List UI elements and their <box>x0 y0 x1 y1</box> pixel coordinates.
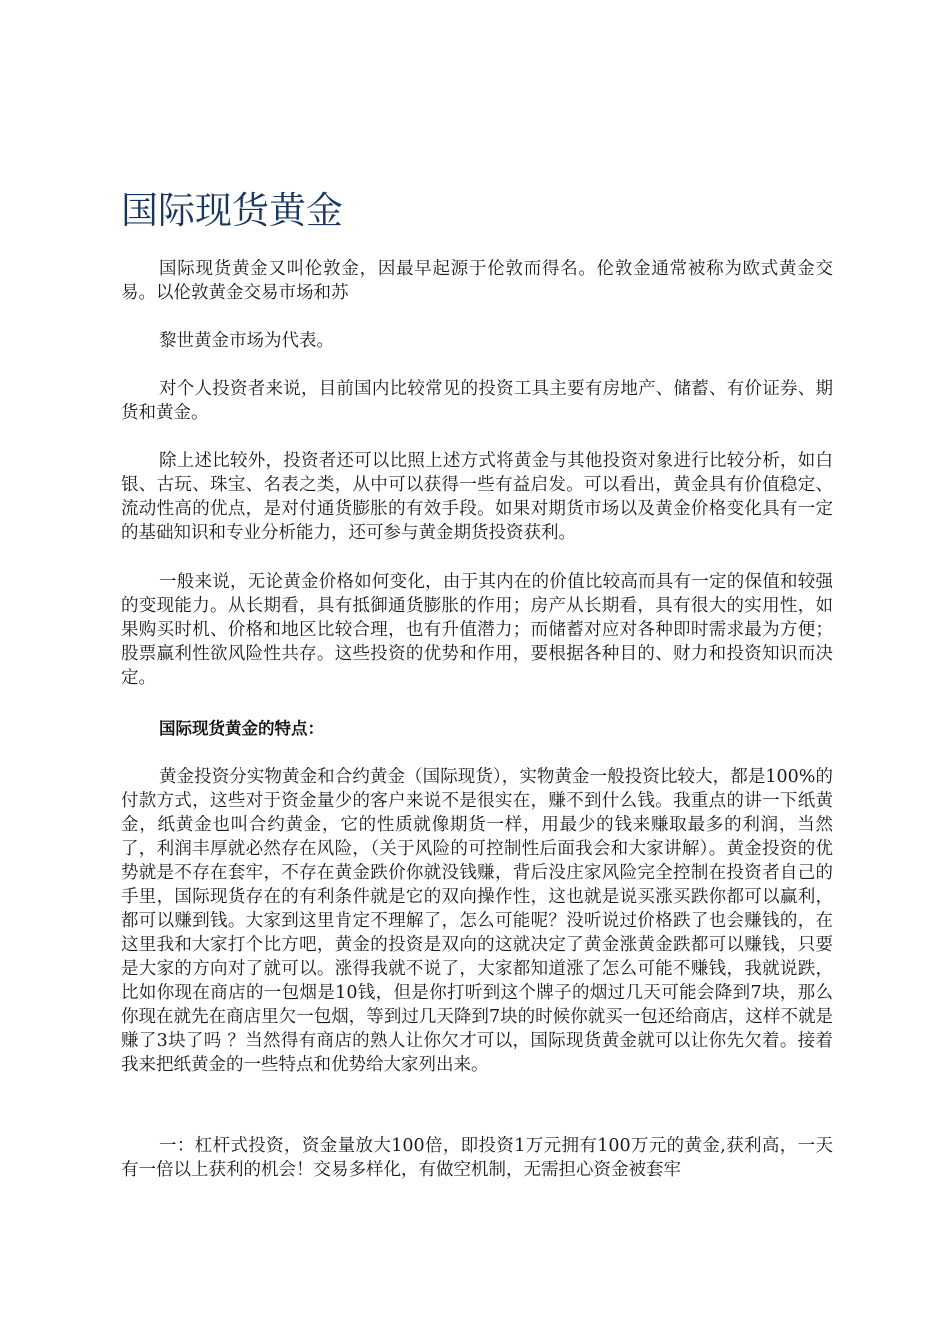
subheading-block <box>121 717 833 741</box>
paragraph: 国际现货黄金又叫伦敦金，因最早起源于伦敦而得名。伦敦金通常被称为欧式黄金交易。以伦敦黄金交易市场和苏 <box>121 259 833 303</box>
paragraph-1-block <box>121 257 833 305</box>
paragraph: 除上述比较外，投资者还可以比照上述方式将黄金与其他投资对象进行比较分析，如白银、古玩、珠宝、名表之类，从中可以获得一些有益启发。可以看出，黄金具有价值稳定、流动性高的优点，是对付通货膨胀的有效手段。如果对期货市场以及黄金价格变化具有一定的基础知识和专业分析能力，还可参与黄金期货投资获利。 <box>121 451 833 543</box>
paragraph: 黄金投资分实物黄金和合约黄金（国际现货），实物黄金一般投资比较大，都是100%的付款方式，这些对于资金量少的客户来说不是很实在，赚不到什么钱。我重点的讲一下纸黄金，纸黄金也叫合约黄金，它的性质就像期货一样，用最少的钱来赚取最多的利润，当然了，利润丰厚就必然存在风险，（关于风险的可控制性后面我会和大家讲解）。黄金投资的优势就是不存在套牢，不存在黄金跌价你就没钱赚，背后没庄家风险完全控制在投资者自己的手里，国际现货存在的有利条件就是它的双向操作性，这也就是说买涨买跌你都可以赢利，都可以赚到钱。大家到这里肯定不理解了，怎么可能呢？没听说过价格跌了也会赚钱的，在这里我和大家打个比方吧，黄金的投资是双向的这就决定了黄金涨黄金跌都可以赚钱，只要是大家的方向对了就可以。涨得我就不说了，大家都知道涨了怎么可能不赚钱，我就说跌，比如你现在商店的一包烟是10钱，但是你打听到这个牌子的烟过几天可能会降到7块，那么你现在就先在商店里欠一包烟，等到过几天降到7块的时候你就买一包还给商店，这样不就是赚了3块了吗 ？当然得有商店的熟人让你欠才可以，国际现货黄金就可以让你先欠着。接着我来把纸黄金的一些特点和优势给大家列出来。 <box>121 767 833 1075</box>
paragraph-4-block <box>121 449 833 545</box>
section-subheading: 国际现货黄金的特点： <box>159 719 324 738</box>
paragraph-3-block <box>121 377 833 425</box>
page-title: 国际现货黄金 <box>121 189 343 232</box>
paragraph-7-block <box>121 1134 833 1182</box>
paragraph-6-block <box>121 765 833 1077</box>
paragraph-2-block <box>121 329 833 353</box>
paragraph: 一：杠杆式投资，资金量放大100倍，即投资1万元拥有100万元的黄金,获利高，一天有一倍以上获利的机会！交易多样化，有做空机制，无需担心资金被套牢 <box>121 1136 833 1180</box>
paragraph-5-block <box>121 570 833 690</box>
paragraph: 黎世黄金市场为代表。 <box>159 331 334 351</box>
paragraph: 对个人投资者来说，目前国内比较常见的投资工具主要有房地产、储蓄、有价证券、期货和黄金。 <box>121 379 833 423</box>
paragraph: 一般来说，无论黄金价格如何变化，由于其内在的价值比较高而具有一定的保值和较强的变现能力。从长期看，具有抵御通货膨胀的作用；房产从长期看，具有很大的实用性，如果购买时机、价格和地区比较合理，也有升值潜力；而储蓄对应对各种即时需求最为方便；股票赢利性欲风险性共存。这些投资的优势和作用，要根据各种目的、财力和投资知识而决定。 <box>121 572 833 688</box>
